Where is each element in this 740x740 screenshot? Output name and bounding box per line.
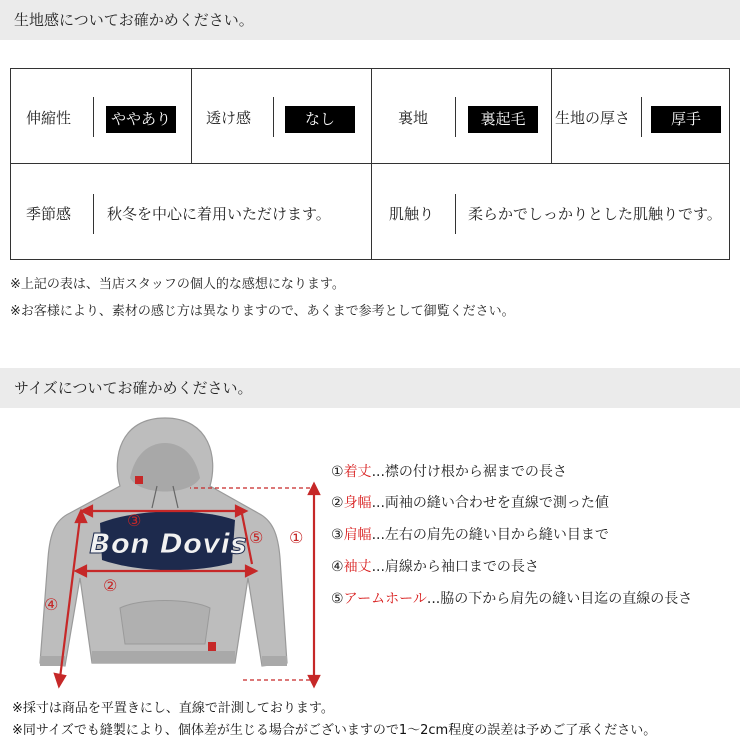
season-value: 秋冬を中心に着用いただけます。	[107, 205, 331, 223]
lining-value-badge: 裏起毛	[468, 106, 538, 133]
sheer-label: 透け感	[206, 109, 252, 127]
hoodie-diagram	[0, 408, 330, 698]
marker-shoulder-width: ③	[127, 511, 142, 530]
fabric-section-heading: 生地感についてお確かめください。	[0, 0, 740, 40]
legend-armhole: ⑤アームホール...脇の下から肩先の縫い目迄の直線の長さ	[331, 591, 693, 607]
stretch-value-badge: ややあり	[106, 106, 176, 133]
marker-armhole: ⑤	[249, 528, 264, 547]
fabric-note-2: ※お客様により、素材の感じ方は異なりますので、あくまで参考として御覧ください。	[10, 304, 515, 319]
sheer-value-badge: なし	[285, 106, 355, 133]
legend-length: ①着丈...襟の付け根から裾までの長さ	[331, 464, 567, 480]
legend-body-width: ②身幅...両袖の縫い合わせを直線で測った値	[331, 495, 609, 511]
thickness-label: 生地の厚さ	[555, 109, 631, 127]
size-note-1: ※採寸は商品を平置きにし、直線で計測しております。	[12, 701, 334, 716]
stretch-label: 伸縮性	[26, 109, 72, 127]
size-section-heading: サイズについてお確かめください。	[0, 368, 740, 408]
legend-shoulder-width: ③肩幅...左右の肩先の縫い目から縫い目まで	[331, 527, 609, 543]
season-label: 季節感	[26, 205, 72, 223]
marker-length: ①	[289, 528, 304, 547]
size-note-2: ※同サイズでも縫製により、個体差が生じる場合がございますので1～2cm程度の誤差は予めご了承ください。	[12, 723, 657, 738]
texture-value: 柔らかでしっかりとした肌触りです。	[468, 205, 722, 223]
hoodie-print-graphic	[89, 511, 246, 570]
thickness-value-badge: 厚手	[651, 106, 721, 133]
legend-sleeve: ④袖丈...肩線から袖口までの長さ	[331, 559, 539, 575]
fabric-note-1: ※上記の表は、当店スタッフの個人的な感想になります。	[10, 277, 345, 292]
hoodie-print-text: Bon Dovis	[89, 527, 247, 560]
marker-sleeve: ④	[44, 595, 59, 614]
lining-label: 裏地	[398, 109, 429, 127]
marker-body-width: ②	[103, 576, 118, 595]
texture-label: 肌触り	[389, 205, 435, 223]
fabric-table	[10, 68, 730, 260]
